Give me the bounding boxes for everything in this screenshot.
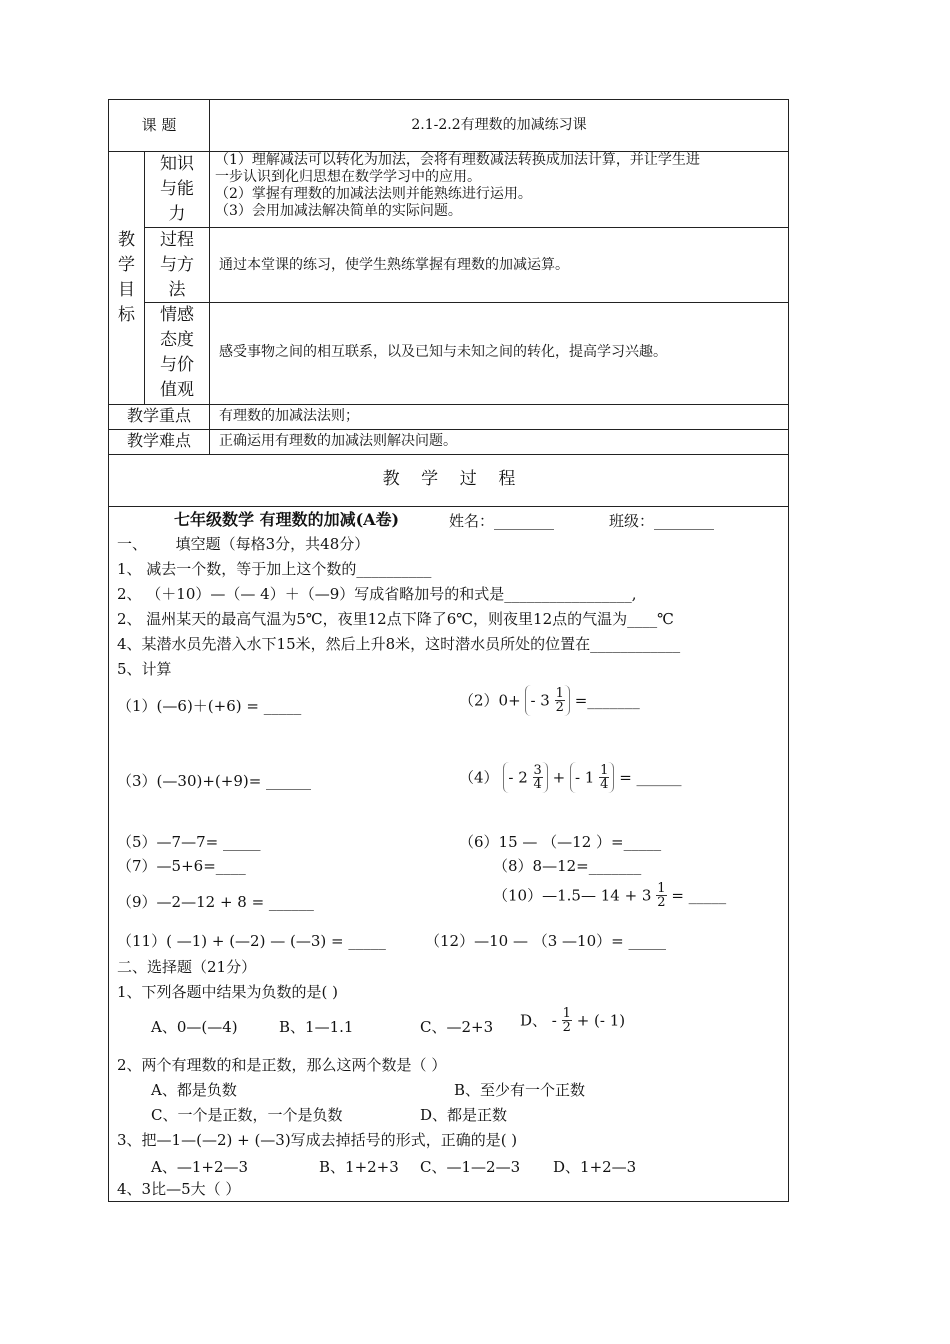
calc-8: （8）8—12=_______	[493, 857, 642, 875]
choice-1: 1、下列各题中结果为负数的是( )	[117, 983, 339, 1001]
calc-11: （11）( —1) + (—2) — (—3) = _____	[117, 932, 386, 950]
question-1: 1、 减去一个数，等于加上这个数的__________	[117, 560, 432, 578]
choice-1-d: D、 - $\frac{1}{2}$ + (- 1)	[520, 1006, 626, 1035]
lesson-plan-table	[108, 99, 789, 1202]
choice-2: 2、两个有理数的和是正数，那么这两个数是（ ）	[117, 1056, 447, 1074]
goal-emotion-text: 感受事物之间的相互联系，以及已知与未知之间的转化，提高学习兴趣。	[219, 344, 667, 360]
calc-2: （2）0+ - 3 $\frac{1}{2}$ =_______	[459, 686, 640, 715]
goal-sub-emotion: 情感态度与价值观	[160, 305, 194, 400]
calc-4: （4） - 2 $\frac{3}{4}$ + - 1 $\frac{1}{4}$ = ______	[459, 763, 682, 792]
calc-6: （6）15 — （—12 ）=_____	[459, 833, 662, 851]
choice-3-c: C、—1—2—3	[420, 1158, 521, 1176]
choice-4: 4、3比—5大（ ）	[117, 1180, 241, 1198]
choice-1-c: C、—2+3	[420, 1018, 494, 1036]
goal-sub-knowledge: 知识与能力	[160, 154, 194, 224]
choice-2-c: C、一个是正数，一个是负数	[151, 1106, 343, 1124]
key-value: 有理数的加减法法则；	[219, 408, 359, 424]
topic-value: 2.1-2.2有理数的加减练习课	[411, 117, 587, 133]
difficult-label: 教学难点	[126, 431, 191, 450]
choice-1-b: B、1—1.1	[279, 1018, 354, 1036]
worksheet-title: 七年级数学 有理数的加减(A卷)	[174, 510, 400, 529]
choice-3-b: B、1+2+3	[319, 1158, 399, 1176]
choice-1-a: A、0—(—4)	[151, 1018, 238, 1036]
process-label: 教 学 过 程	[382, 469, 516, 489]
section-choice: 二、选择题（21分）	[117, 958, 257, 976]
calc-10: （10）—1.5— 14 + 3 $\frac{1}{2}$ = _____	[493, 881, 727, 910]
section-fill-blank: 一、 填空题（每格3分，共48分）	[117, 535, 370, 553]
question-3: 2、 温州某天的最高气温为5℃，夜里12点下降了6℃，则夜里12点的气温为____℃	[117, 610, 674, 628]
key-label: 教学重点	[126, 406, 191, 425]
choice-2-a: A、都是负数	[151, 1081, 237, 1099]
choice-2-d: D、都是正数	[420, 1106, 508, 1124]
question-5: 5、计算	[117, 660, 172, 678]
calc-1: （1）(—6)＋(+6) = _____	[117, 697, 302, 715]
choice-2-b: B、至少有一个正数	[454, 1081, 586, 1099]
choice-3: 3、把—1—(—2) + (—3)写成去掉括号的形式，正确的是( )	[117, 1131, 518, 1149]
difficult-value: 正确运用有理数的加减法则解决问题。	[219, 433, 457, 449]
goal-sub-process: 过程与方法	[160, 230, 194, 300]
calc-5: （5）—7—7= _____	[117, 833, 261, 851]
topic-label: 课 题	[141, 116, 177, 134]
choice-3-d: D、1+2—3	[553, 1158, 637, 1176]
question-4: 4、某潜水员先潜入水下15米，然后上升8米，这时潜水员所处的位置在____________	[117, 635, 681, 653]
goal-knowledge-text: （1）理解减法可以转化为加法，会将有理数减法转换成加法计算，并让学生进 一步认识到化归思想在数学学习中的应用。 （2）掌握有理数的加减法法则并能熟练进行运用。 （3）会用加减法解决简单的实际问题。	[215, 152, 700, 219]
calc-7: （7）—5+6=____	[117, 857, 246, 875]
choice-3-a: A、—1+2—3	[151, 1158, 249, 1176]
name-field: 姓名：________	[449, 512, 555, 530]
goals-label: 教学目标	[118, 230, 135, 325]
question-2: 2、 （＋10）—（— 4）＋（—9）写成省略加号的和式是_________________,	[117, 585, 637, 603]
calc-9: （9）—2—12 + 8 = ______	[117, 893, 314, 911]
calc-3: （3）(—30)+(+9)= ______	[117, 772, 312, 790]
goal-process-text: 通过本堂课的练习，使学生熟练掌握有理数的加减运算。	[219, 257, 569, 273]
class-field: 班级：________	[609, 512, 715, 530]
calc-12: （12）—10 — （3 —10）= _____	[425, 932, 666, 950]
